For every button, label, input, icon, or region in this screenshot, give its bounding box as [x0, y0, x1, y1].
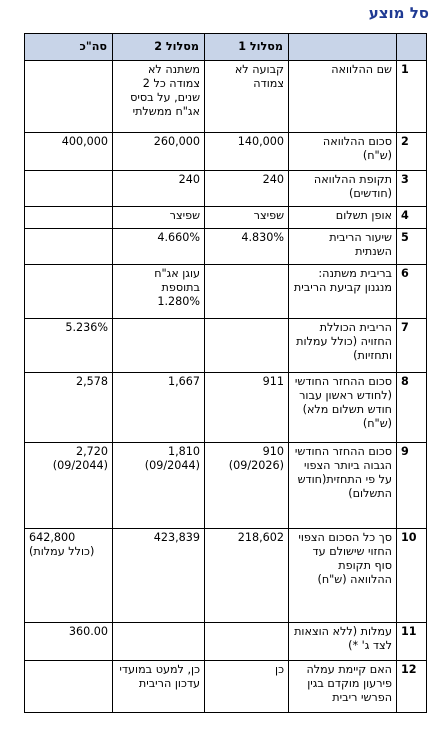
- row-label: אופן תשלום: [289, 207, 397, 229]
- row-number: 7: [397, 319, 427, 373]
- track1-value: קבועה לא צמודה: [205, 61, 289, 133]
- track2-date: (09/2044): [144, 459, 200, 472]
- header-track1: מסלול 1: [205, 34, 289, 61]
- total-value: 400,000: [25, 133, 113, 171]
- total-value: 2,578: [25, 373, 113, 443]
- track2-value: 423,839: [113, 529, 205, 623]
- total-note: (כולל עמלות): [29, 545, 95, 558]
- row-number: 1: [397, 61, 427, 133]
- total-amount: 2,720: [75, 445, 108, 458]
- total-value: [25, 443, 113, 529]
- row-number: 11: [397, 623, 427, 661]
- total-value: 360.00: [25, 623, 113, 661]
- track1-value: 4.830%: [205, 229, 289, 265]
- total-value: 5.236%: [25, 319, 113, 373]
- track1-value: שפיצר: [205, 207, 289, 229]
- track2-value: 240: [113, 171, 205, 207]
- total-date: (09/2044): [52, 459, 108, 472]
- header-track2: מסלול 2: [113, 34, 205, 61]
- track1-value: [205, 623, 289, 661]
- row-label: האם קיימת עמלה פירעון מוקדם בגין הפרשי ריבית: [289, 661, 397, 713]
- total-value: [25, 265, 113, 319]
- track2-value: עוגן אג"ח בתוספת 1.280%: [113, 265, 205, 319]
- table-row: [25, 623, 427, 661]
- table-row: [25, 319, 427, 373]
- track2-value: [113, 443, 205, 529]
- track1-value: 240: [205, 171, 289, 207]
- row-label: סכום ההחזר החודשי (לחודש ראשון עבור חודש תשלום מלא)(ש"ח): [289, 373, 397, 443]
- track1-date: (09/2026): [228, 459, 284, 472]
- row-label: עמלות (ללא הוצאות לצד ג' *): [289, 623, 397, 661]
- total-value: [25, 61, 113, 133]
- table-header-row: [25, 34, 427, 61]
- row-number: 6: [397, 265, 427, 319]
- track2-value: 260,000: [113, 133, 205, 171]
- track1-value: 140,000: [205, 133, 289, 171]
- table-row: [25, 207, 427, 229]
- track2-value: משתנה לא צמודה כל 2 שנים, על בסיס אג"ח ממשלתי: [113, 61, 205, 133]
- total-value: [25, 661, 113, 713]
- table-row: [25, 61, 427, 133]
- track2-amount: 1,810: [167, 445, 200, 458]
- track1-value: 218,602: [205, 529, 289, 623]
- table-row: [25, 661, 427, 713]
- row-number: 8: [397, 373, 427, 443]
- row-number: 10: [397, 529, 427, 623]
- page-title: סל מוצע: [368, 4, 429, 22]
- row-number: 2: [397, 133, 427, 171]
- table-row: [25, 443, 427, 529]
- row-label: בריבית משתנה: מנגנון קביעת הריבית: [289, 265, 397, 319]
- table-row: [25, 133, 427, 171]
- total-amount: 642,800: [29, 531, 76, 544]
- track1-value: 911: [205, 373, 289, 443]
- track1-amount: 910: [262, 445, 284, 458]
- track2-value: כן, למעט במועדי עדכון הריבית: [113, 661, 205, 713]
- track2-value: 4.660%: [113, 229, 205, 265]
- track1-value: כן: [205, 661, 289, 713]
- table-row: [25, 529, 427, 623]
- total-value: [25, 529, 113, 623]
- row-number: 3: [397, 171, 427, 207]
- total-value: [25, 229, 113, 265]
- row-label: הריבית הכוללת החזויה (כולל עמלות ותחזיות): [289, 319, 397, 373]
- track1-value: [205, 319, 289, 373]
- header-total: סה"כ: [25, 34, 113, 61]
- track2-value: [113, 623, 205, 661]
- header-label: [289, 34, 397, 61]
- track2-value: שפיצר: [113, 207, 205, 229]
- row-number: 9: [397, 443, 427, 529]
- table-row: [25, 229, 427, 265]
- row-number: 4: [397, 207, 427, 229]
- total-value: [25, 171, 113, 207]
- offer-table: [24, 33, 427, 713]
- total-value: [25, 207, 113, 229]
- row-number: 12: [397, 661, 427, 713]
- row-label: סכום ההלוואה (ש"ח): [289, 133, 397, 171]
- row-label: תקופת ההלוואה (חודשים): [289, 171, 397, 207]
- row-number: 5: [397, 229, 427, 265]
- track2-value: [113, 319, 205, 373]
- row-label: סכום ההחזר החודשי הגבוה ביותר הצפוי על פי התחזית(חודש התשלום): [289, 443, 397, 529]
- row-label: סך כל הסכום הצפוי החזוי שישולם עד סוף תקופת ההלוואה (ש"ח): [289, 529, 397, 623]
- table-row: [25, 171, 427, 207]
- header-num: [397, 34, 427, 61]
- table-row: [25, 373, 427, 443]
- row-label: שם ההלוואה: [289, 61, 397, 133]
- track2-value: 1,667: [113, 373, 205, 443]
- row-label: שיעור הריבית השנתית: [289, 229, 397, 265]
- table-row: [25, 265, 427, 319]
- track1-value: [205, 443, 289, 529]
- track1-value: [205, 265, 289, 319]
